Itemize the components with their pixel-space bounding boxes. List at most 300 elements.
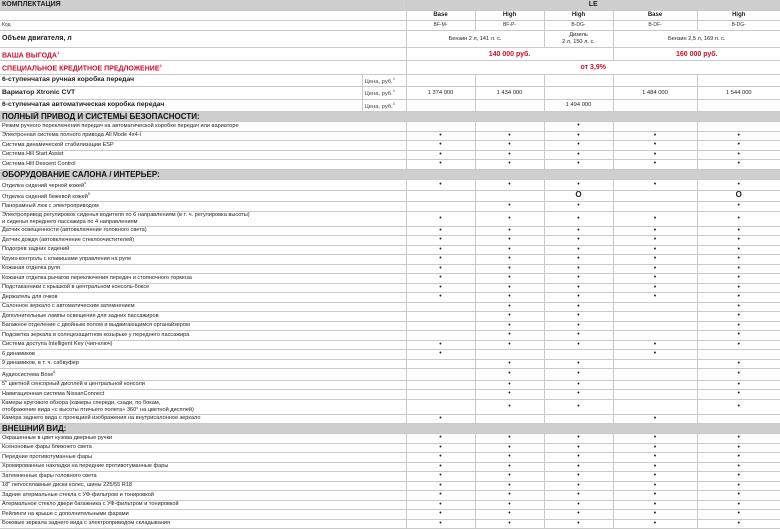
feature-mark: • (406, 340, 475, 350)
feature-label: Держатель для очков (0, 293, 406, 303)
feature-mark: • (475, 245, 544, 255)
feature-mark: • (613, 255, 697, 265)
feature-row (0, 236, 780, 246)
feature-row (0, 226, 780, 236)
feature-mark (697, 122, 780, 132)
feature-row (0, 160, 780, 170)
feature-label: Система Hill Descent Control (0, 160, 406, 170)
feature-label: 9 динамиков, в т. ч. сабвуфер (0, 359, 406, 369)
feature-label: Боковые зеркала заднего вида с электроприводом складывания (0, 519, 406, 529)
feature-mark: • (406, 150, 475, 160)
feature-mark: • (613, 510, 697, 520)
feature-mark (697, 350, 780, 360)
feature-row (0, 453, 780, 463)
model-code: B-DG- (544, 21, 613, 31)
feature-label: Салонное зеркало с автоматическим затемнением (0, 302, 406, 312)
feature-label: Окрашенные в цвет кузова дверные ручки (0, 434, 406, 444)
feature-mark: • (613, 481, 697, 491)
feature-mark: • (697, 160, 780, 170)
feature-row (0, 122, 780, 132)
model-code: B-DF- (613, 21, 697, 31)
series-label: LE (406, 0, 780, 11)
feature-row (0, 264, 780, 274)
price-value (406, 74, 475, 87)
feature-mark (544, 414, 613, 424)
feature-mark: • (613, 350, 697, 360)
feature-mark: • (613, 500, 697, 510)
feature-mark (475, 191, 544, 202)
feature-mark: • (544, 264, 613, 274)
grade-row (0, 11, 780, 21)
feature-mark: • (475, 380, 544, 390)
feature-mark: • (475, 160, 544, 170)
code-row (0, 21, 780, 31)
feature-mark: • (697, 255, 780, 265)
feature-mark (406, 359, 475, 369)
feature-mark: • (406, 274, 475, 284)
grade-label: High (544, 11, 613, 21)
feature-row (0, 293, 780, 303)
credit-row (0, 61, 780, 74)
feature-row (0, 510, 780, 520)
feature-mark (406, 191, 475, 202)
feature-mark: • (697, 245, 780, 255)
feature-mark: • (406, 131, 475, 141)
section-header (0, 112, 780, 122)
feature-label: Камера заднего вида с проекцией изображения на внутрисалонное зеркало (0, 414, 406, 424)
feature-mark: • (544, 453, 613, 463)
feature-mark: • (544, 500, 613, 510)
feature-mark: • (613, 491, 697, 501)
feature-label: Камеры кругового обзора (камеры спереди, сзади, по бокам, отображение вида «с высоты птичьего полета» 360° на цветной дисплей) (0, 399, 406, 414)
feature-row (0, 462, 780, 472)
feature-mark: • (613, 434, 697, 444)
benefit-value: 140 000 руб. (406, 48, 613, 61)
feature-row (0, 302, 780, 312)
section-title: ВНЕШНИЙ ВИД: (0, 424, 780, 434)
feature-row (0, 491, 780, 501)
feature-row (0, 255, 780, 265)
feature-mark: • (544, 510, 613, 520)
feature-mark: • (475, 211, 544, 226)
feature-row (0, 390, 780, 400)
feature-mark: • (475, 236, 544, 246)
feature-mark: • (544, 302, 613, 312)
feature-mark: • (613, 472, 697, 482)
feature-label: Атермальное стекло двери багажника с УФ-фильтром и тонировкой (0, 500, 406, 510)
feature-label: Отделка сидений бежевой кожей$^5$ (0, 191, 406, 202)
feature-mark: • (613, 274, 697, 284)
feature-mark: • (613, 211, 697, 226)
feature-row (0, 443, 780, 453)
model-code: BF-M- (406, 21, 475, 31)
feature-mark: • (475, 491, 544, 501)
feature-mark: • (697, 264, 780, 274)
feature-mark: • (406, 283, 475, 293)
feature-row (0, 191, 780, 202)
feature-row (0, 359, 780, 369)
feature-row (0, 399, 780, 414)
feature-label: Навигационная система NissanConnect (0, 390, 406, 400)
benefit-label: ВАША ВЫГОДА$^1$ (0, 48, 406, 61)
feature-mark: • (475, 519, 544, 529)
price-label: Вариатор Xtronic CVT (0, 87, 362, 100)
feature-mark (613, 122, 697, 132)
feature-mark: • (544, 245, 613, 255)
feature-mark: • (613, 453, 697, 463)
feature-row (0, 245, 780, 255)
feature-mark (406, 312, 475, 322)
feature-label: Электропривод регулировок сиденья водителя по 6 направлениям (в т. ч. регулировка высоты) и сиденья переднего пассажира по 4 направлениям (0, 211, 406, 226)
feature-mark: • (406, 462, 475, 472)
feature-mark: • (475, 399, 544, 414)
price-row (0, 74, 780, 87)
feature-mark (613, 399, 697, 414)
feature-mark (613, 359, 697, 369)
feature-label: Подстаканники с крышкой в центральном консоль-боксе (0, 283, 406, 293)
feature-mark: • (697, 500, 780, 510)
feature-mark: O (544, 191, 613, 202)
feature-mark: • (475, 202, 544, 212)
feature-mark: • (697, 359, 780, 369)
feature-mark: • (544, 179, 613, 190)
feature-row (0, 202, 780, 212)
feature-row (0, 274, 780, 284)
feature-mark: • (475, 274, 544, 284)
feature-row (0, 500, 780, 510)
feature-label: Багажное отделение с двойным полом и выдвигающимся органайзером (0, 321, 406, 331)
feature-row (0, 211, 780, 226)
price-value: 1 494 000 (544, 99, 613, 112)
feature-mark (613, 302, 697, 312)
feature-mark: • (544, 160, 613, 170)
feature-mark: • (406, 414, 475, 424)
price-row (0, 87, 780, 100)
feature-mark: • (406, 350, 475, 360)
header-row (0, 0, 780, 11)
feature-mark: • (613, 462, 697, 472)
feature-mark: • (697, 226, 780, 236)
feature-mark: • (544, 141, 613, 151)
feature-mark: • (475, 131, 544, 141)
feature-mark: • (697, 434, 780, 444)
feature-mark: • (544, 340, 613, 350)
feature-mark (406, 302, 475, 312)
feature-mark: • (406, 245, 475, 255)
section-header (0, 169, 780, 179)
feature-mark: • (544, 443, 613, 453)
feature-row (0, 472, 780, 482)
feature-row (0, 131, 780, 141)
feature-mark: • (406, 491, 475, 501)
feature-mark (613, 390, 697, 400)
feature-mark: • (544, 462, 613, 472)
feature-mark: • (544, 380, 613, 390)
price-value (697, 99, 780, 112)
feature-row (0, 369, 780, 380)
feature-mark: • (475, 312, 544, 322)
page-title: КОМПЛЕКТАЦИЯ (0, 0, 406, 11)
feature-row (0, 519, 780, 529)
feature-mark: • (475, 141, 544, 151)
feature-mark: • (406, 255, 475, 265)
feature-mark: • (475, 443, 544, 453)
feature-mark: • (697, 462, 780, 472)
price-unit: Цена, руб.$^3$ (362, 99, 406, 112)
feature-mark: • (544, 434, 613, 444)
engine-petrol-2l: Бензин 2 л, 141 л. с. (406, 31, 544, 48)
feature-label: Панорамный люк с электроприводом (0, 202, 406, 212)
feature-mark (475, 122, 544, 132)
feature-mark: • (475, 369, 544, 380)
feature-mark: • (475, 359, 544, 369)
price-value: 1 484 000 (613, 87, 697, 100)
feature-mark: • (697, 131, 780, 141)
feature-mark: • (613, 293, 697, 303)
feature-mark: • (544, 491, 613, 501)
feature-mark: • (697, 481, 780, 491)
feature-mark: • (697, 211, 780, 226)
feature-mark: • (697, 274, 780, 284)
feature-mark: • (697, 179, 780, 190)
feature-mark (406, 331, 475, 341)
feature-mark: • (697, 340, 780, 350)
feature-mark: • (544, 321, 613, 331)
feature-row (0, 141, 780, 151)
feature-mark: • (613, 264, 697, 274)
feature-mark: • (613, 179, 697, 190)
feature-mark (406, 399, 475, 414)
price-label: 6-ступенчатая автоматическая коробка передач (0, 99, 362, 112)
feature-mark: • (697, 312, 780, 322)
feature-row (0, 414, 780, 424)
feature-mark: • (406, 160, 475, 170)
feature-mark (613, 312, 697, 322)
feature-row (0, 179, 780, 190)
feature-label: Затемненные фары головного света (0, 472, 406, 482)
feature-mark: • (697, 390, 780, 400)
price-value (406, 99, 475, 112)
feature-mark: • (613, 236, 697, 246)
feature-mark: • (544, 312, 613, 322)
feature-mark: • (475, 434, 544, 444)
feature-row (0, 331, 780, 341)
feature-mark (613, 369, 697, 380)
credit-value: от 3,9% (406, 61, 780, 74)
feature-mark: • (697, 141, 780, 151)
feature-mark: • (697, 472, 780, 482)
feature-mark: • (697, 283, 780, 293)
feature-mark: • (613, 160, 697, 170)
feature-row (0, 434, 780, 444)
grade-label: High (697, 11, 780, 21)
feature-mark: • (406, 211, 475, 226)
feature-mark: • (475, 321, 544, 331)
feature-mark: • (697, 202, 780, 212)
section-title: ОБОРУДОВАНИЕ САЛОНА / ИНТЕРЬЕР: (0, 169, 780, 179)
feature-mark: • (697, 380, 780, 390)
feature-label: Подогрев задних сидений (0, 245, 406, 255)
feature-label: Аудиосистема Bose$^6$ (0, 369, 406, 380)
feature-mark: • (406, 236, 475, 246)
feature-mark (406, 321, 475, 331)
engine-petrol-25l: Бензин 2,5 л, 169 л. с. (613, 31, 780, 48)
feature-mark: • (475, 179, 544, 190)
feature-mark: • (544, 202, 613, 212)
feature-mark: • (544, 226, 613, 236)
price-value (697, 74, 780, 87)
feature-row (0, 283, 780, 293)
feature-mark (406, 390, 475, 400)
feature-mark: • (544, 519, 613, 529)
engine-row (0, 31, 780, 48)
price-unit: Цена, руб.$^3$ (362, 74, 406, 87)
feature-mark: • (406, 226, 475, 236)
feature-row (0, 321, 780, 331)
feature-mark: • (544, 122, 613, 132)
feature-mark: • (406, 434, 475, 444)
feature-label: Рейлинги на крыше с дополнительными фарами (0, 510, 406, 520)
feature-label: Система доступа Intelligent Key (чип-ключ) (0, 340, 406, 350)
feature-mark: • (406, 472, 475, 482)
feature-mark: • (697, 443, 780, 453)
feature-mark (613, 191, 697, 202)
feature-label: Хромированные накладки на передние противотуманные фары (0, 462, 406, 472)
section-title: ПОЛНЫЙ ПРИВОД И СИСТЕМЫ БЕЗОПАСНОСТИ: (0, 112, 780, 122)
feature-mark: • (544, 472, 613, 482)
feature-mark (406, 202, 475, 212)
price-value (475, 74, 544, 87)
feature-mark: • (475, 283, 544, 293)
feature-mark: • (697, 491, 780, 501)
section-header (0, 424, 780, 434)
price-value: 1 434 000 (475, 87, 544, 100)
model-code: B-DG- (697, 21, 780, 31)
feature-mark: • (475, 481, 544, 491)
feature-mark: • (613, 340, 697, 350)
feature-mark: • (475, 453, 544, 463)
feature-mark (613, 321, 697, 331)
price-value (544, 87, 613, 100)
feature-row (0, 312, 780, 322)
feature-mark (544, 350, 613, 360)
engine-diesel: Дизель 2 л, 150 л. с. (544, 31, 613, 48)
code-label: Код (0, 21, 406, 31)
feature-mark: • (544, 359, 613, 369)
price-unit: Цена, руб.$^3$ (362, 87, 406, 100)
feature-mark: • (544, 236, 613, 246)
feature-label: Система Hill Start Assist (0, 150, 406, 160)
feature-row (0, 350, 780, 360)
feature-mark: • (613, 443, 697, 453)
feature-label: Передние противотуманные фары (0, 453, 406, 463)
feature-mark: • (697, 236, 780, 246)
feature-label: Кожаная отделка руля (0, 264, 406, 274)
feature-mark: • (475, 226, 544, 236)
feature-label: Режим ручного переключения передач на автоматической коробке передач или вариаторе (0, 122, 406, 132)
feature-label: Датчик дождя (автовключение стеклоочистителей) (0, 236, 406, 246)
grade-label: Base (406, 11, 475, 21)
feature-mark: • (544, 283, 613, 293)
price-row (0, 99, 780, 112)
feature-mark (613, 331, 697, 341)
feature-mark: • (406, 141, 475, 151)
feature-label: Круиз-контроль с клавишами управления на руле (0, 255, 406, 265)
feature-mark (613, 202, 697, 212)
feature-mark: • (613, 150, 697, 160)
feature-mark: • (406, 293, 475, 303)
feature-mark: • (613, 283, 697, 293)
feature-mark: • (406, 481, 475, 491)
feature-mark: • (613, 519, 697, 529)
feature-mark: • (406, 443, 475, 453)
feature-mark: • (697, 293, 780, 303)
feature-mark: • (544, 274, 613, 284)
feature-mark (406, 369, 475, 380)
feature-label: 5" цветной сенсорный дисплей в центральной консоли (0, 380, 406, 390)
feature-mark (406, 122, 475, 132)
feature-mark: • (544, 293, 613, 303)
feature-mark (697, 414, 780, 424)
feature-mark: • (475, 500, 544, 510)
model-code: BF-P- (475, 21, 544, 31)
price-value (475, 99, 544, 112)
feature-mark: • (475, 264, 544, 274)
price-value: 1 544 000 (697, 87, 780, 100)
feature-mark (475, 350, 544, 360)
feature-row (0, 340, 780, 350)
feature-mark: • (544, 211, 613, 226)
feature-mark: • (475, 340, 544, 350)
feature-mark: • (544, 150, 613, 160)
feature-label: Система динамической стабилизации ESP (0, 141, 406, 151)
feature-label: Кожаная отделка рычагов переключения передач и стояночного тормоза (0, 274, 406, 284)
feature-mark: O (697, 191, 780, 202)
price-label: 6-ступенчатая ручная коробка передач (0, 74, 362, 87)
feature-mark: • (406, 519, 475, 529)
feature-label: Электронная система полного привода All Mode 4x4-i (0, 131, 406, 141)
feature-mark: • (544, 399, 613, 414)
feature-mark (613, 380, 697, 390)
price-value (544, 74, 613, 87)
feature-mark: • (406, 264, 475, 274)
feature-mark: • (406, 500, 475, 510)
feature-mark: • (475, 472, 544, 482)
feature-mark: • (613, 414, 697, 424)
feature-mark: • (475, 150, 544, 160)
feature-label: 18" легкосплавные диски колес, шины 225/55 R18 (0, 481, 406, 491)
feature-mark: • (406, 510, 475, 520)
feature-mark: • (406, 179, 475, 190)
feature-mark: • (544, 369, 613, 380)
benefit-value: 160 000 руб. (613, 48, 780, 61)
feature-mark: • (697, 453, 780, 463)
feature-mark: • (475, 302, 544, 312)
feature-mark: • (697, 321, 780, 331)
feature-label: Ксеноновые фары ближнего света (0, 443, 406, 453)
feature-mark: • (475, 510, 544, 520)
feature-row (0, 380, 780, 390)
feature-mark: • (406, 453, 475, 463)
engine-label: Объем двигателя, л (0, 31, 406, 48)
feature-mark: • (544, 131, 613, 141)
feature-mark: • (544, 331, 613, 341)
feature-mark: • (475, 255, 544, 265)
feature-mark: • (544, 390, 613, 400)
feature-mark: • (475, 331, 544, 341)
feature-mark: • (475, 462, 544, 472)
feature-label: Задние атермальные стекла с УФ-фильтром и тонировкой (0, 491, 406, 501)
